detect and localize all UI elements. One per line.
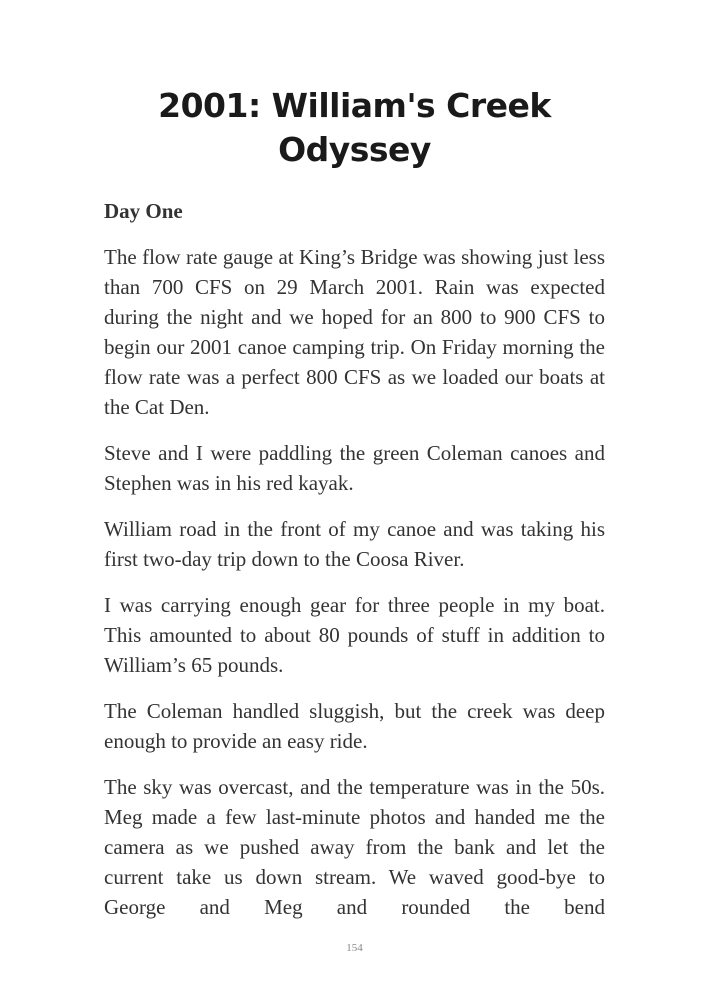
body-text	[104, 196, 605, 922]
page-title: 2001: William's Creek Odyssey	[158, 86, 551, 169]
paragraph: I was carrying enough gear for three people in my boat. This amounted to about 80 pounds of stuff in addition to William’s 65 pounds.	[104, 593, 605, 677]
paragraph: Steve and I were paddling the green Coleman canoes and Stephen was in his red kayak.	[104, 441, 605, 495]
section-heading: Day One	[104, 199, 183, 223]
paragraph: William road in the front of my canoe and was taking his first two-day trip down to the Coosa River.	[104, 517, 605, 571]
paragraph: The flow rate gauge at King’s Bridge was showing just less than 700 CFS on 29 March 2001. Rain was expected during the night and we hoped for an 800 to 900 CFS to begin our 2001 canoe camping trip. On Friday morning the flow rate was a perfect 800 CFS as we loaded our boats at the Cat Den.	[104, 245, 605, 419]
paragraph: The Coleman handled sluggish, but the creek was deep enough to provide an easy ride.	[104, 699, 605, 753]
paragraph: The sky was overcast, and the temperature was in the 50s. Meg made a few last-minute photos and handed me the camera as we pushed away from the bank and let the current take us down stream. We waved good-bye to George and Meg and rounded the bend	[104, 775, 605, 919]
page-number: 154	[346, 942, 363, 954]
